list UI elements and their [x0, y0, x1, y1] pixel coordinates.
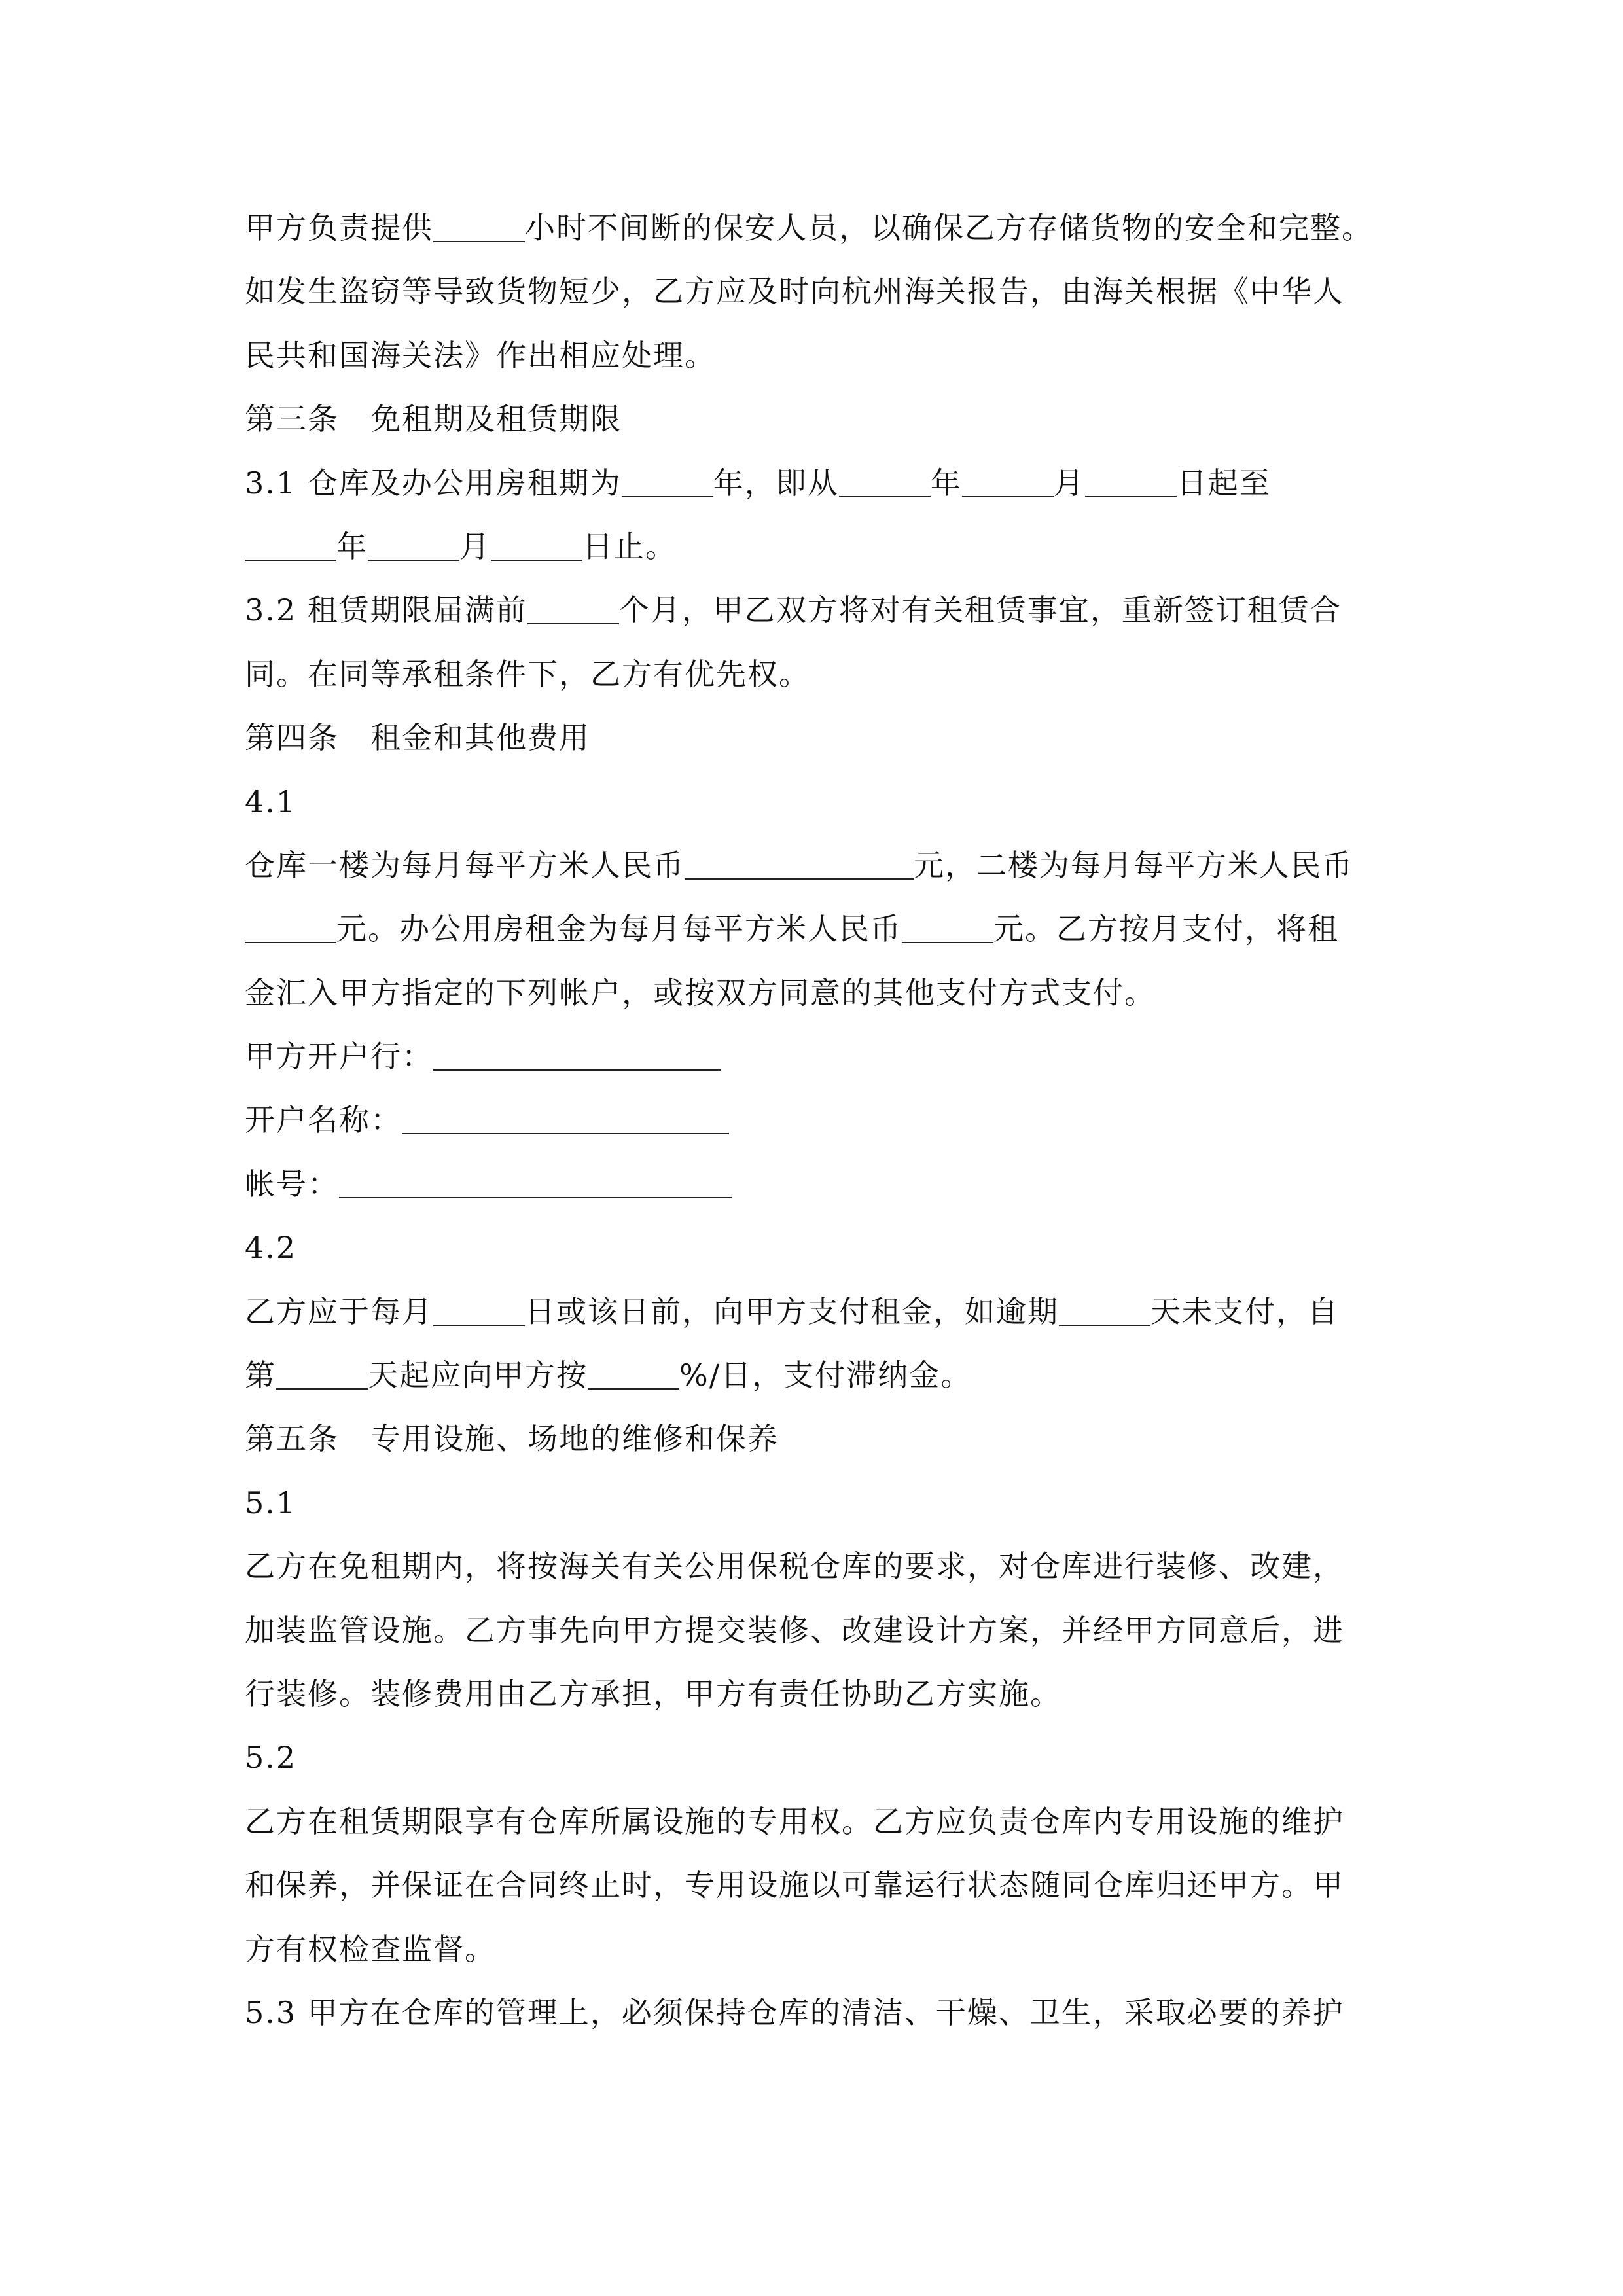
paragraph-line: 元。办公用房租金为每月每平方米人民币 元。乙方按月支付，将租 [245, 897, 1383, 961]
blank-start-day-late [276, 1362, 368, 1390]
paragraph-line: 乙方在租赁期限享有仓库所属设施的专用权。乙方应负责仓库内专用设施的维护 [245, 1803, 1344, 1839]
clause-number: 5.2 [245, 1740, 297, 1776]
blank-floor2-rent [245, 916, 336, 943]
clause-number: 5.1 [245, 1484, 297, 1520]
blank-end-day [491, 533, 582, 561]
blank-account-name [402, 1107, 729, 1134]
bank-field-row: 甲方开户行： [245, 1025, 1383, 1088]
paragraph-line: 3.2 租赁期限届满前 个月，甲乙双方将对有关租赁事宜，重新签订租赁合 [245, 592, 1342, 628]
blank-end-year [245, 533, 336, 561]
section-heading-article-5: 第五条 专用设施、场地的维修和保养 [245, 1421, 779, 1457]
paragraph-line: 和保养，并保证在合同终止时，专用设施以可靠运行状态随同仓库归还甲方。甲 [245, 1867, 1344, 1903]
blank-office-rent [902, 916, 993, 943]
paragraph-line: 方有权检查监督。 [245, 1931, 496, 1967]
account-number-row: 帐号： [245, 1153, 1383, 1216]
clause-number: 4.2 [245, 1230, 297, 1266]
paragraph-line: 加装监管设施。乙方事先向甲方提交装修、改建设计方案，并经甲方同意后，进 [245, 1612, 1344, 1648]
blank-term-years [622, 470, 713, 497]
blank-overdue-days [1059, 1299, 1150, 1326]
blank-months-before [527, 597, 619, 624]
blank-late-rate [588, 1362, 679, 1390]
paragraph-line: 行装修。装修费用由乙方承担，甲方有责任协助乙方实施。 [245, 1676, 1061, 1712]
paragraph-line: 第 天起应向甲方按 %/日，支付滞纳金。 [245, 1357, 972, 1393]
paragraph-line: 甲方负责提供 小时不间断的保安人员，以确保乙方存储货物的安全和完整。 [245, 210, 1373, 245]
blank-hours [433, 215, 525, 242]
blank-start-year [839, 470, 931, 497]
blank-bank-name [433, 1043, 721, 1071]
paragraph-line: 3.1 仓库及办公用房租期为 年，即从 年 月 日起至 [245, 465, 1271, 501]
blank-account-number [339, 1171, 732, 1198]
section-heading-article-4: 第四条 租金和其他费用 [245, 720, 590, 756]
paragraph-line: 年 月 日止。 [245, 515, 1383, 579]
paragraph-line: 如发生盗窃等导致货物短少，乙方应及时向杭州海关报告，由海关根据《中华人 [245, 274, 1344, 310]
paragraph-line: 民共和国海关法》作出相应处理。 [245, 337, 716, 373]
blank-floor1-rent [685, 852, 914, 880]
blank-start-month [962, 470, 1054, 497]
section-heading-article-3: 第三条 免租期及租赁期限 [245, 401, 622, 437]
paragraph-line: 乙方在免租期内，将按海关有关公用保税仓库的要求，对仓库进行装修、改建， [245, 1549, 1344, 1585]
paragraph-line: 同。在同等承租条件下，乙方有优先权。 [245, 656, 810, 692]
blank-end-month [368, 533, 459, 561]
paragraph-line: 仓库一楼为每月每平方米人民币 元，二楼为每月每平方米人民币 [245, 847, 1353, 883]
account-name-row: 开户名称： [245, 1088, 1383, 1152]
clause-number: 4.1 [245, 783, 297, 819]
paragraph-line: 乙方应于每月 日或该日前，向甲方支付租金，如逾期 天未支付，自 [245, 1293, 1339, 1329]
paragraph-line: 5.3 甲方在仓库的管理上，必须保持仓库的清洁、干燥、卫生，采取必要的养护 [245, 1994, 1344, 2030]
paragraph-line: 金汇入甲方指定的下列帐户，或按双方同意的其他支付方式支付。 [245, 975, 1156, 1011]
blank-start-day [1085, 470, 1177, 497]
document-body [245, 196, 1383, 2045]
blank-pay-day [433, 1299, 525, 1326]
